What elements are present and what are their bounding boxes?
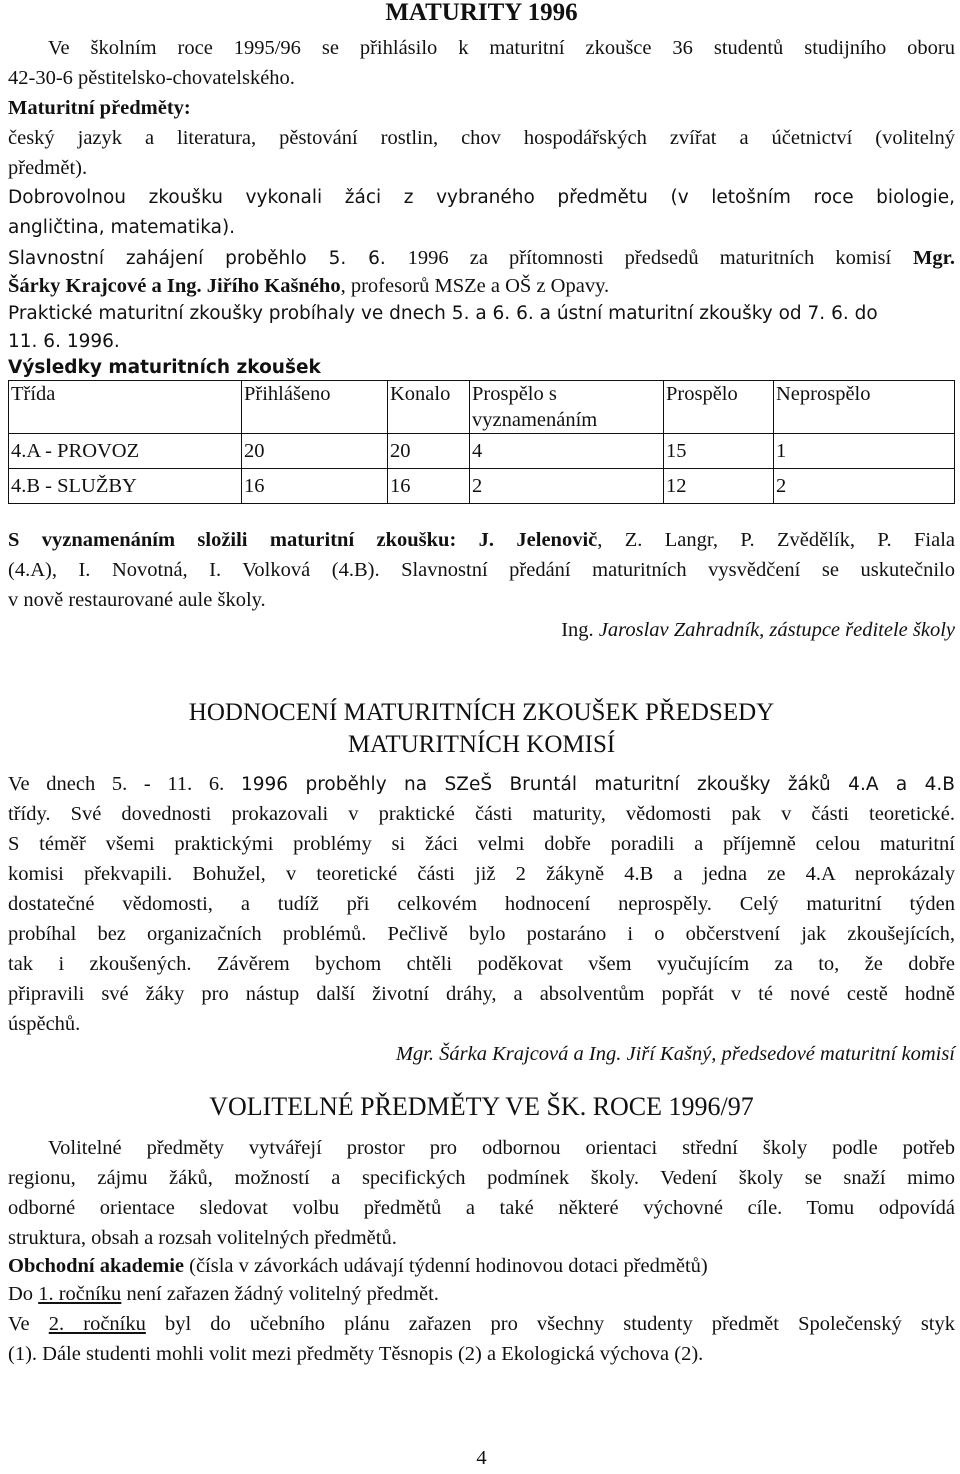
results-heading: Výsledky maturitních zkoušek [8,357,321,378]
header-konalo: Konalo [388,381,470,434]
table-row [9,469,955,504]
cell-class: 4.A - PROVOZ [9,434,242,469]
intro-line-1: Ve školním roce 1995/96 se přihlásilo k maturitní zkoušce 36 studentů studijního oboru [48,37,955,59]
business-academy-line [8,1254,708,1278]
cell-took: 16 [388,469,470,504]
eval-line-8: připravili své žáky pro nástup další životní dráhy, a absolventům popřát v té nové cestě hodně [8,983,955,1005]
eval-line-1-a: Ve dnech 5. - 11. 6. [8,773,225,795]
header-trida: Třída [9,381,242,434]
practical-line-2: 11. 6. 1996. [8,331,120,352]
header-prospelo-s-vyznamenanim: Prospělo s vyznamenáním [470,381,664,434]
eval-line-6: probíhal bez organizačních problémů. Pečlivě bylo postaráno i o občerstvení jak zkoušejících, [8,923,955,945]
opening-line-1-b: 1996 za přítomnosti předsedů maturitních komisí [407,247,892,269]
eval-line-1 [8,772,955,797]
cell-honors: 2 [470,469,664,504]
section-title-evaluation-1: HODNOCENÍ MATURITNÍCH ZKOUŠEK PŘEDSEDY [188,699,775,726]
results-table [8,380,955,504]
subjects-line-1: český jazyk a literatura, pěstování rostlin, chov hospodářských zvířat a účetnictví (volitelný [8,127,955,149]
eval-line-7: tak i zkoušených. Závěrem bychom chtěli poděkovat všem vyučujícím za to, že dobře [8,953,955,975]
cell-took: 20 [388,434,470,469]
table-header-row [9,381,955,434]
opening-krajcova: Šárky Krajcové a Ing. [8,275,202,297]
cell-class: 4.B - SLUŽBY [9,469,242,504]
cell-passed: 12 [664,469,774,504]
first-year-text: není zařazen žádný volitelný předmět. [121,1283,439,1305]
second-year-prefix: Ve [8,1313,49,1335]
business-academy-note: (čísla v závorkách udávají týdenní hodinovou dotaci předmětů) [184,1255,708,1277]
cell-failed: 2 [774,469,955,504]
electives-line-1: Volitelné předměty vytvářejí prostor pro odbornou orientaci střední školy podle potřeb [48,1137,955,1159]
electives-line-4: struktura, obsah a rozsah volitelných předmětů. [8,1227,397,1249]
section-title-evaluation-2: MATURITNÍCH KOMISÍ [347,731,616,758]
honors-rest: , Z. Langr, P. Zvědělík, P. Fiala [597,529,955,551]
table-row [9,434,955,469]
header-prihlaseno: Přihlášeno [242,381,388,434]
opening-line-1-a: Slavnostní zahájení proběhlo 5. 6. [8,248,386,269]
first-year-line [8,1282,439,1306]
electives-line-3: odborné orientace sledovat volbu předmětů a také některé výchovné cíle. Tomu odpovídá [8,1197,955,1219]
signature-chairs: Mgr. Šárka Krajcová a Ing. Jiří Kašný, předsedové maturitní komisí [395,1043,955,1065]
subjects-line-2: předmět). [8,157,88,179]
eval-line-1-b: 1996 proběhly na SZeŠ Bruntál maturitní zkoušky žáků 4.A a 4.B [240,774,955,795]
page-number: 4 [476,1447,487,1469]
opening-kasny: Jiřího Kašného [206,275,341,297]
cell-passed: 15 [664,434,774,469]
section-title-electives: VOLITELNÉ PŘEDMĚTY VE ŠK. ROCE 1996/97 [209,1092,754,1121]
signature-deputy [561,618,955,642]
eval-line-4: komisi překvapili. Bohužel, v teoretické části již 2 žákyně 4.B a jedna ze 4.A neprokázaly [8,863,955,885]
honors-line-3: v nově restaurované aule školy. [8,589,266,611]
signature-deputy-name: Jaroslav Zahradník, zástupce ředitele školy [598,619,955,641]
header-neprospelo: Neprospělo [774,381,955,434]
second-year-line-2: (1). Dále studenti mohli volit mezi předměty Těsnopis (2) a Ekologická výchova (2). [8,1343,704,1365]
honors-line-1 [8,528,955,552]
cell-registered: 20 [242,434,388,469]
honors-line-2: (4.A), I. Novotná, I. Volková (4.B). Slavnostní předání maturitních vysvědčení se uskutečnilo [8,559,955,581]
second-year-label: 2. ročníku [48,1313,146,1335]
cell-failed: 1 [774,434,955,469]
second-year-text: byl do učebního plánu zařazen pro všechny studenty předmět Společenský styk [145,1313,955,1335]
opening-line-2 [8,274,609,298]
voluntary-line-2: angličtina, matematika). [8,217,236,238]
cell-registered: 16 [242,469,388,504]
subjects-heading: Maturitní předměty: [8,97,191,119]
opening-line-1-c: Mgr. [913,247,955,269]
opening-line-1 [8,246,955,271]
signature-deputy-title: Ing. [561,619,594,641]
business-academy-label: Obchodní akademie [8,1255,184,1277]
eval-line-9: úspěchů. [8,1013,81,1035]
cell-honors: 4 [470,434,664,469]
eval-line-2: třídy. Své dovednosti prokazovali v praktické části maturity, vědomosti pak v části teoretické. [8,803,955,825]
honors-bold: S vyznamenáním složili maturitní zkoušku: J. Jelenovič [8,529,598,551]
eval-line-3: S téměř všemi praktickými problémy si žáci velmi dobře poradili a příjemně celou maturitní [8,833,955,855]
electives-line-2: regionu, zájmu žáků, možností a specifických podmínek školy. Vedení školy se snaží mimo [8,1167,955,1189]
section-title-maturity: MATURITY 1996 [385,0,578,26]
practical-line-1: Praktické maturitní zkoušky probíhaly ve dnech 5. a 6. 6. a ústní maturitní zkoušky od 7. 6. do [8,303,878,324]
first-year-prefix: Do [8,1283,39,1305]
second-year-line-1 [8,1312,955,1336]
opening-line-2-c: , profesorů MSZe a OŠ z Opavy. [340,275,610,297]
intro-line-2: 42-30-6 pěstitelsko-chovatelského. [8,67,295,89]
voluntary-line-1: Dobrovolnou zkoušku vykonali žáci z vybraného předmětu (v letošním roce biologie, [8,187,955,208]
header-prospelo: Prospělo [664,381,774,434]
eval-line-5: dostatečné vědomosti, a tudíž při celkovém hodnocení neprospěly. Celý maturitní týden [8,893,955,915]
first-year-label: 1. ročníku [38,1283,122,1305]
